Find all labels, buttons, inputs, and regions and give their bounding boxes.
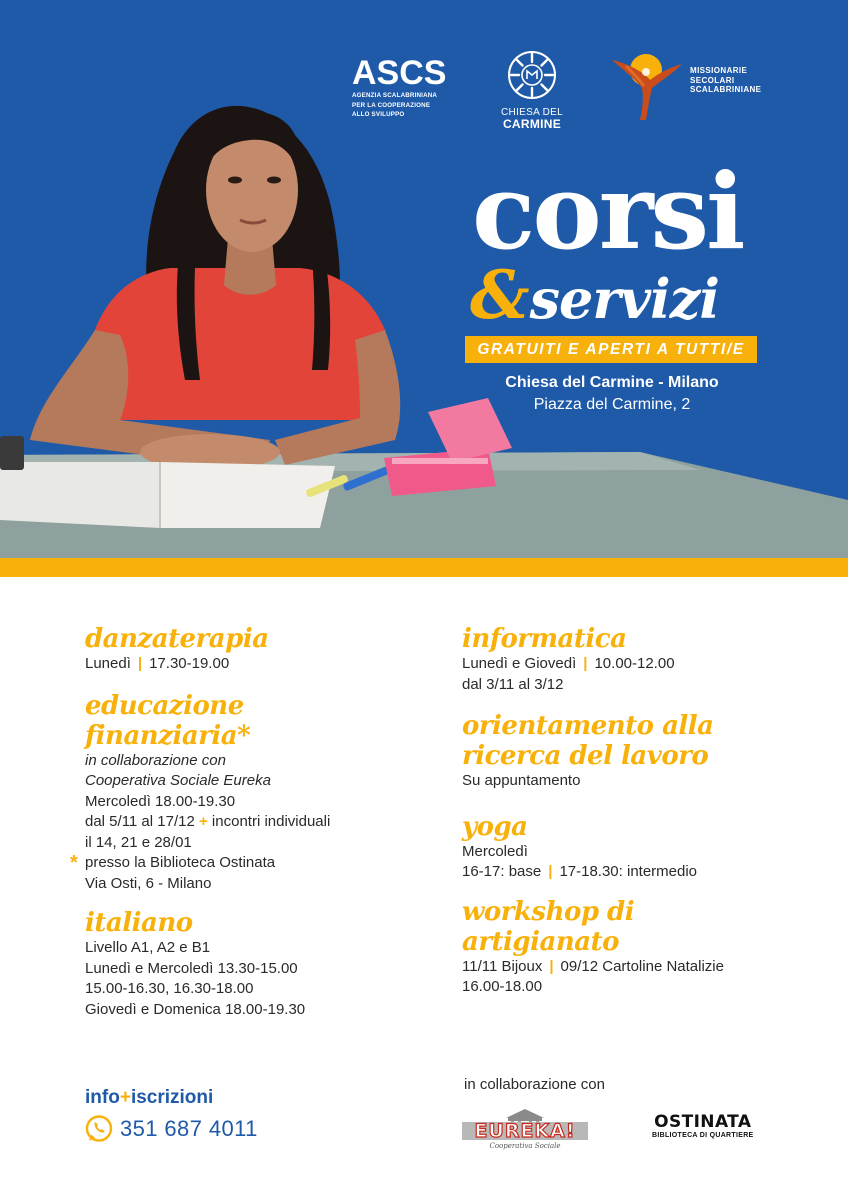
venue-address: Piazza del Carmine, 2 (533, 396, 691, 413)
course-title-line1: educazione (85, 690, 244, 721)
course-place (70, 852, 415, 874)
course-levels (462, 862, 792, 883)
ascs-logo (352, 56, 446, 119)
course-day: Mercoledì (462, 842, 528, 860)
title-servizi (470, 256, 719, 346)
level-intermediate: 17-18.30: intermedio (559, 863, 698, 880)
venue-name: Chiesa del Carmine - Milano (505, 374, 719, 391)
course-workshop (462, 897, 792, 998)
mss-text (690, 66, 800, 95)
course-line2: 15.00-16.30, 16.30-18.00 (85, 980, 254, 997)
course-line1: Lunedì e Mercoledì 13.30-15.00 (85, 959, 298, 977)
course-title-line2: finanziaria* (85, 720, 251, 751)
course-title-line1: workshop di (462, 896, 635, 927)
title-ampersand: & (470, 256, 530, 334)
info-label: info (85, 1087, 120, 1108)
course-dates (462, 957, 792, 978)
chiesa-carmine-emblem-icon (507, 50, 557, 100)
ascs-sub-1: AGENZIA SCALABRINIANA (352, 92, 438, 99)
course-note: Su appuntamento (462, 772, 581, 789)
course-schedule: Mercoledì 18.00-19.30 (85, 792, 236, 810)
course-schedule (85, 654, 415, 675)
phone-number[interactable]: 351 687 4011 (120, 1116, 258, 1141)
separator: | (583, 655, 588, 672)
course-time: 16.00-18.00 (462, 978, 543, 995)
course-orientamento (462, 711, 792, 792)
separator: | (137, 655, 143, 672)
carmine-line2: CARMINE (502, 117, 562, 131)
courses-left-column (70, 624, 415, 1020)
course-title: yoga (462, 811, 528, 842)
course-dates: dal 3/11 al 3/12 (462, 675, 564, 693)
course-title-line2: ricerca del lavoro (462, 741, 709, 771)
course-italiano (85, 908, 415, 1020)
separator: | (549, 957, 554, 975)
course-line3: Giovedì e Domenica 18.00-19.30 (85, 1000, 306, 1018)
mss-logo-icon (606, 50, 686, 122)
extra-dates: il 14, 21 e 28/01 (85, 833, 192, 851)
extra-meetings: incontri individuali (211, 813, 331, 830)
info-iscrizioni (85, 1087, 213, 1109)
venue (462, 372, 762, 416)
level-base: 16-17: base (462, 863, 542, 880)
whatsapp-phone-icon (84, 1114, 114, 1144)
course-dates (85, 812, 415, 833)
asterisk-mark: * (70, 852, 78, 874)
ostinata-logo (652, 1113, 754, 1140)
collab-label: in collaborazione con (464, 1076, 605, 1093)
eureka-name: EUREKA! (474, 1120, 576, 1142)
iscrizioni-label: iscrizioni (130, 1087, 214, 1108)
title-corsi: corsi (472, 150, 743, 273)
course-title-line1: orientamento alla (462, 711, 714, 741)
chiesa-carmine-logo (494, 50, 570, 131)
course-danzaterapia (85, 624, 415, 675)
info-plus: + (119, 1087, 131, 1108)
title-servizi-word: servizi (529, 267, 719, 331)
hero-banner (0, 0, 848, 560)
ostinata-sub: BIBLIOTECA DI QUARTIERE (652, 1132, 754, 1139)
course-day: Lunedì (85, 655, 131, 672)
plus-sign: + (198, 813, 208, 830)
course-time: 17.30-19.00 (149, 655, 230, 672)
ascs-sub-2: PER LA COOPERAZIONE (352, 101, 431, 109)
course-title: informatica (462, 624, 627, 654)
collab-line2: Cooperativa Sociale Eureka (85, 772, 271, 789)
course-days: Lunedì e Giovedì (462, 655, 577, 672)
phone-contact[interactable] (84, 1114, 258, 1144)
course-address: Via Osti, 6 - Milano (85, 874, 212, 892)
mss-line1: MISSIONARIE (690, 66, 748, 75)
course-time: 10.00-12.00 (594, 655, 675, 672)
ostinata-name: OSTINATA (654, 1112, 752, 1132)
course-levels: Livello A1, A2 e B1 (85, 939, 211, 956)
ascs-sub-3: ALLO SVILUPPO (352, 111, 405, 118)
courses-right-column (462, 624, 792, 998)
yellow-stripe (0, 558, 848, 577)
free-badge: GRATUITI E APERTI A TUTTI/E (465, 336, 757, 363)
dates-range: dal 5/11 al 17/12 (85, 813, 195, 830)
date-1: 11/11 Bijoux (462, 957, 543, 975)
course-schedule (462, 654, 792, 675)
course-informatica (462, 624, 792, 695)
separator: | (548, 863, 553, 880)
eureka-sub: Cooperativa Sociale (489, 1142, 561, 1150)
place-text: presso la Biblioteca Ostinata (85, 854, 276, 871)
ascs-name: ASCS (352, 54, 447, 92)
course-title: italiano (85, 908, 193, 938)
mss-line2: SECOLARI (690, 75, 735, 85)
carmine-line1: CHIESA DEL (501, 107, 563, 118)
date-2: 09/12 Cartoline Natalizie (560, 957, 724, 975)
eureka-logo (462, 1108, 588, 1150)
course-title-line2: artigianato (462, 926, 619, 957)
mss-line3: SCALABRINIANE (690, 85, 762, 94)
mss-logo (606, 50, 762, 127)
course-title: danzaterapia (85, 624, 269, 654)
course-yoga (462, 812, 792, 883)
course-educazione-finanziaria (70, 690, 415, 895)
collab-line1: in collaborazione con (85, 751, 226, 769)
